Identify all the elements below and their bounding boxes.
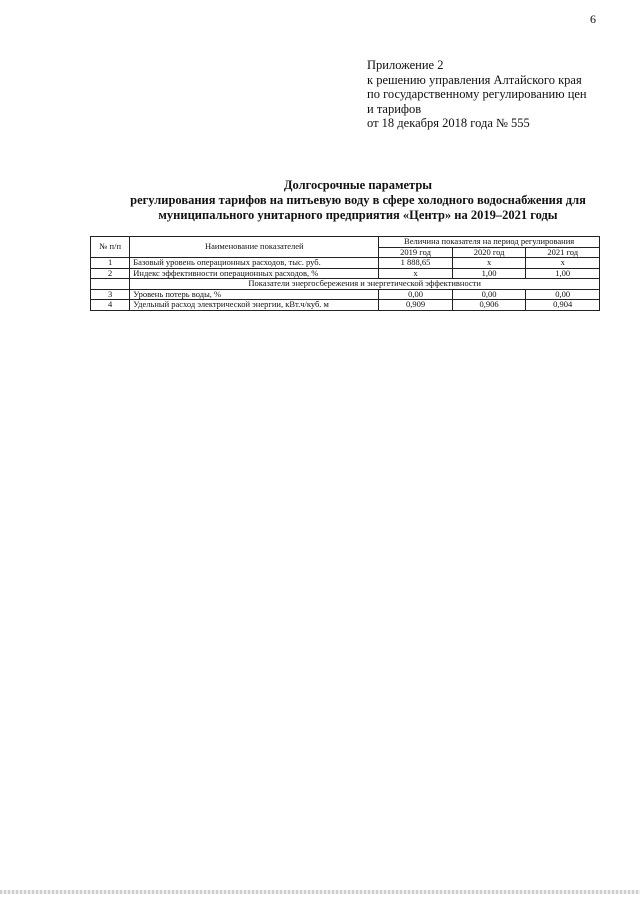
row-number: 1 bbox=[91, 258, 130, 269]
appendix-line: Приложение 2 bbox=[367, 58, 444, 72]
row-value: 0,906 bbox=[452, 300, 526, 311]
row-number: 4 bbox=[91, 300, 130, 311]
appendix-header bbox=[367, 58, 627, 131]
row-value: 0,00 bbox=[379, 289, 453, 300]
table-row bbox=[91, 268, 600, 279]
parameters-table bbox=[90, 236, 600, 311]
title-line: регулирования тарифов на питьевую воду в сфере холодного водоснабжения для bbox=[130, 193, 586, 207]
row-value: 1,00 bbox=[452, 268, 526, 279]
table-row bbox=[91, 300, 600, 311]
table-row bbox=[91, 258, 600, 269]
document-title bbox=[80, 178, 636, 223]
row-value: 0,00 bbox=[526, 289, 600, 300]
header-period: Величина показателя на период регулирования bbox=[379, 237, 600, 248]
header-indicator-name: Наименование показателей bbox=[130, 237, 379, 258]
header-year-2021: 2021 год bbox=[526, 247, 600, 258]
table-section-row bbox=[91, 279, 600, 290]
row-indicator-name: Уровень потерь воды, % bbox=[130, 289, 379, 300]
row-indicator-name: Удельный расход электрической энергии, кВт.ч/куб. м bbox=[130, 300, 379, 311]
row-value: 1 888,65 bbox=[379, 258, 453, 269]
appendix-line: и тарифов bbox=[367, 101, 422, 116]
title-line: Долгосрочные параметры bbox=[283, 178, 433, 192]
header-year-2020: 2020 год bbox=[452, 247, 526, 258]
row-indicator-name: Базовый уровень операционных расходов, тыс. руб. bbox=[130, 258, 379, 269]
header-year-2019: 2019 год bbox=[379, 247, 453, 258]
row-value: х bbox=[452, 258, 526, 269]
row-value: х bbox=[526, 258, 600, 269]
table-row bbox=[91, 289, 600, 300]
row-indicator-name: Индекс эффективности операционных расходов, % bbox=[130, 268, 379, 279]
row-value: 0,00 bbox=[452, 289, 526, 300]
header-number: № п/п bbox=[91, 237, 130, 258]
row-value: 0,909 bbox=[379, 300, 453, 311]
row-value: х bbox=[379, 268, 453, 279]
appendix-line: к решению управления Алтайского края bbox=[367, 72, 582, 87]
title-line: муниципального унитарного предприятия «Центр» на 2019–2021 годы bbox=[158, 208, 558, 222]
row-number: 3 bbox=[91, 289, 130, 300]
row-number: 2 bbox=[91, 268, 130, 279]
appendix-line: от 18 декабря 2018 года № 555 bbox=[367, 116, 530, 130]
table-header-row bbox=[91, 237, 600, 248]
appendix-line: по государственному регулированию цен bbox=[367, 87, 587, 101]
section-title: Показатели энергосбережения и энергетической эффективности bbox=[130, 279, 600, 290]
section-empty-cell bbox=[91, 279, 130, 290]
scan-bottom-edge bbox=[0, 890, 640, 894]
page-number: 6 bbox=[590, 12, 596, 26]
row-value: 1,00 bbox=[526, 268, 600, 279]
row-value: 0,904 bbox=[526, 300, 600, 311]
